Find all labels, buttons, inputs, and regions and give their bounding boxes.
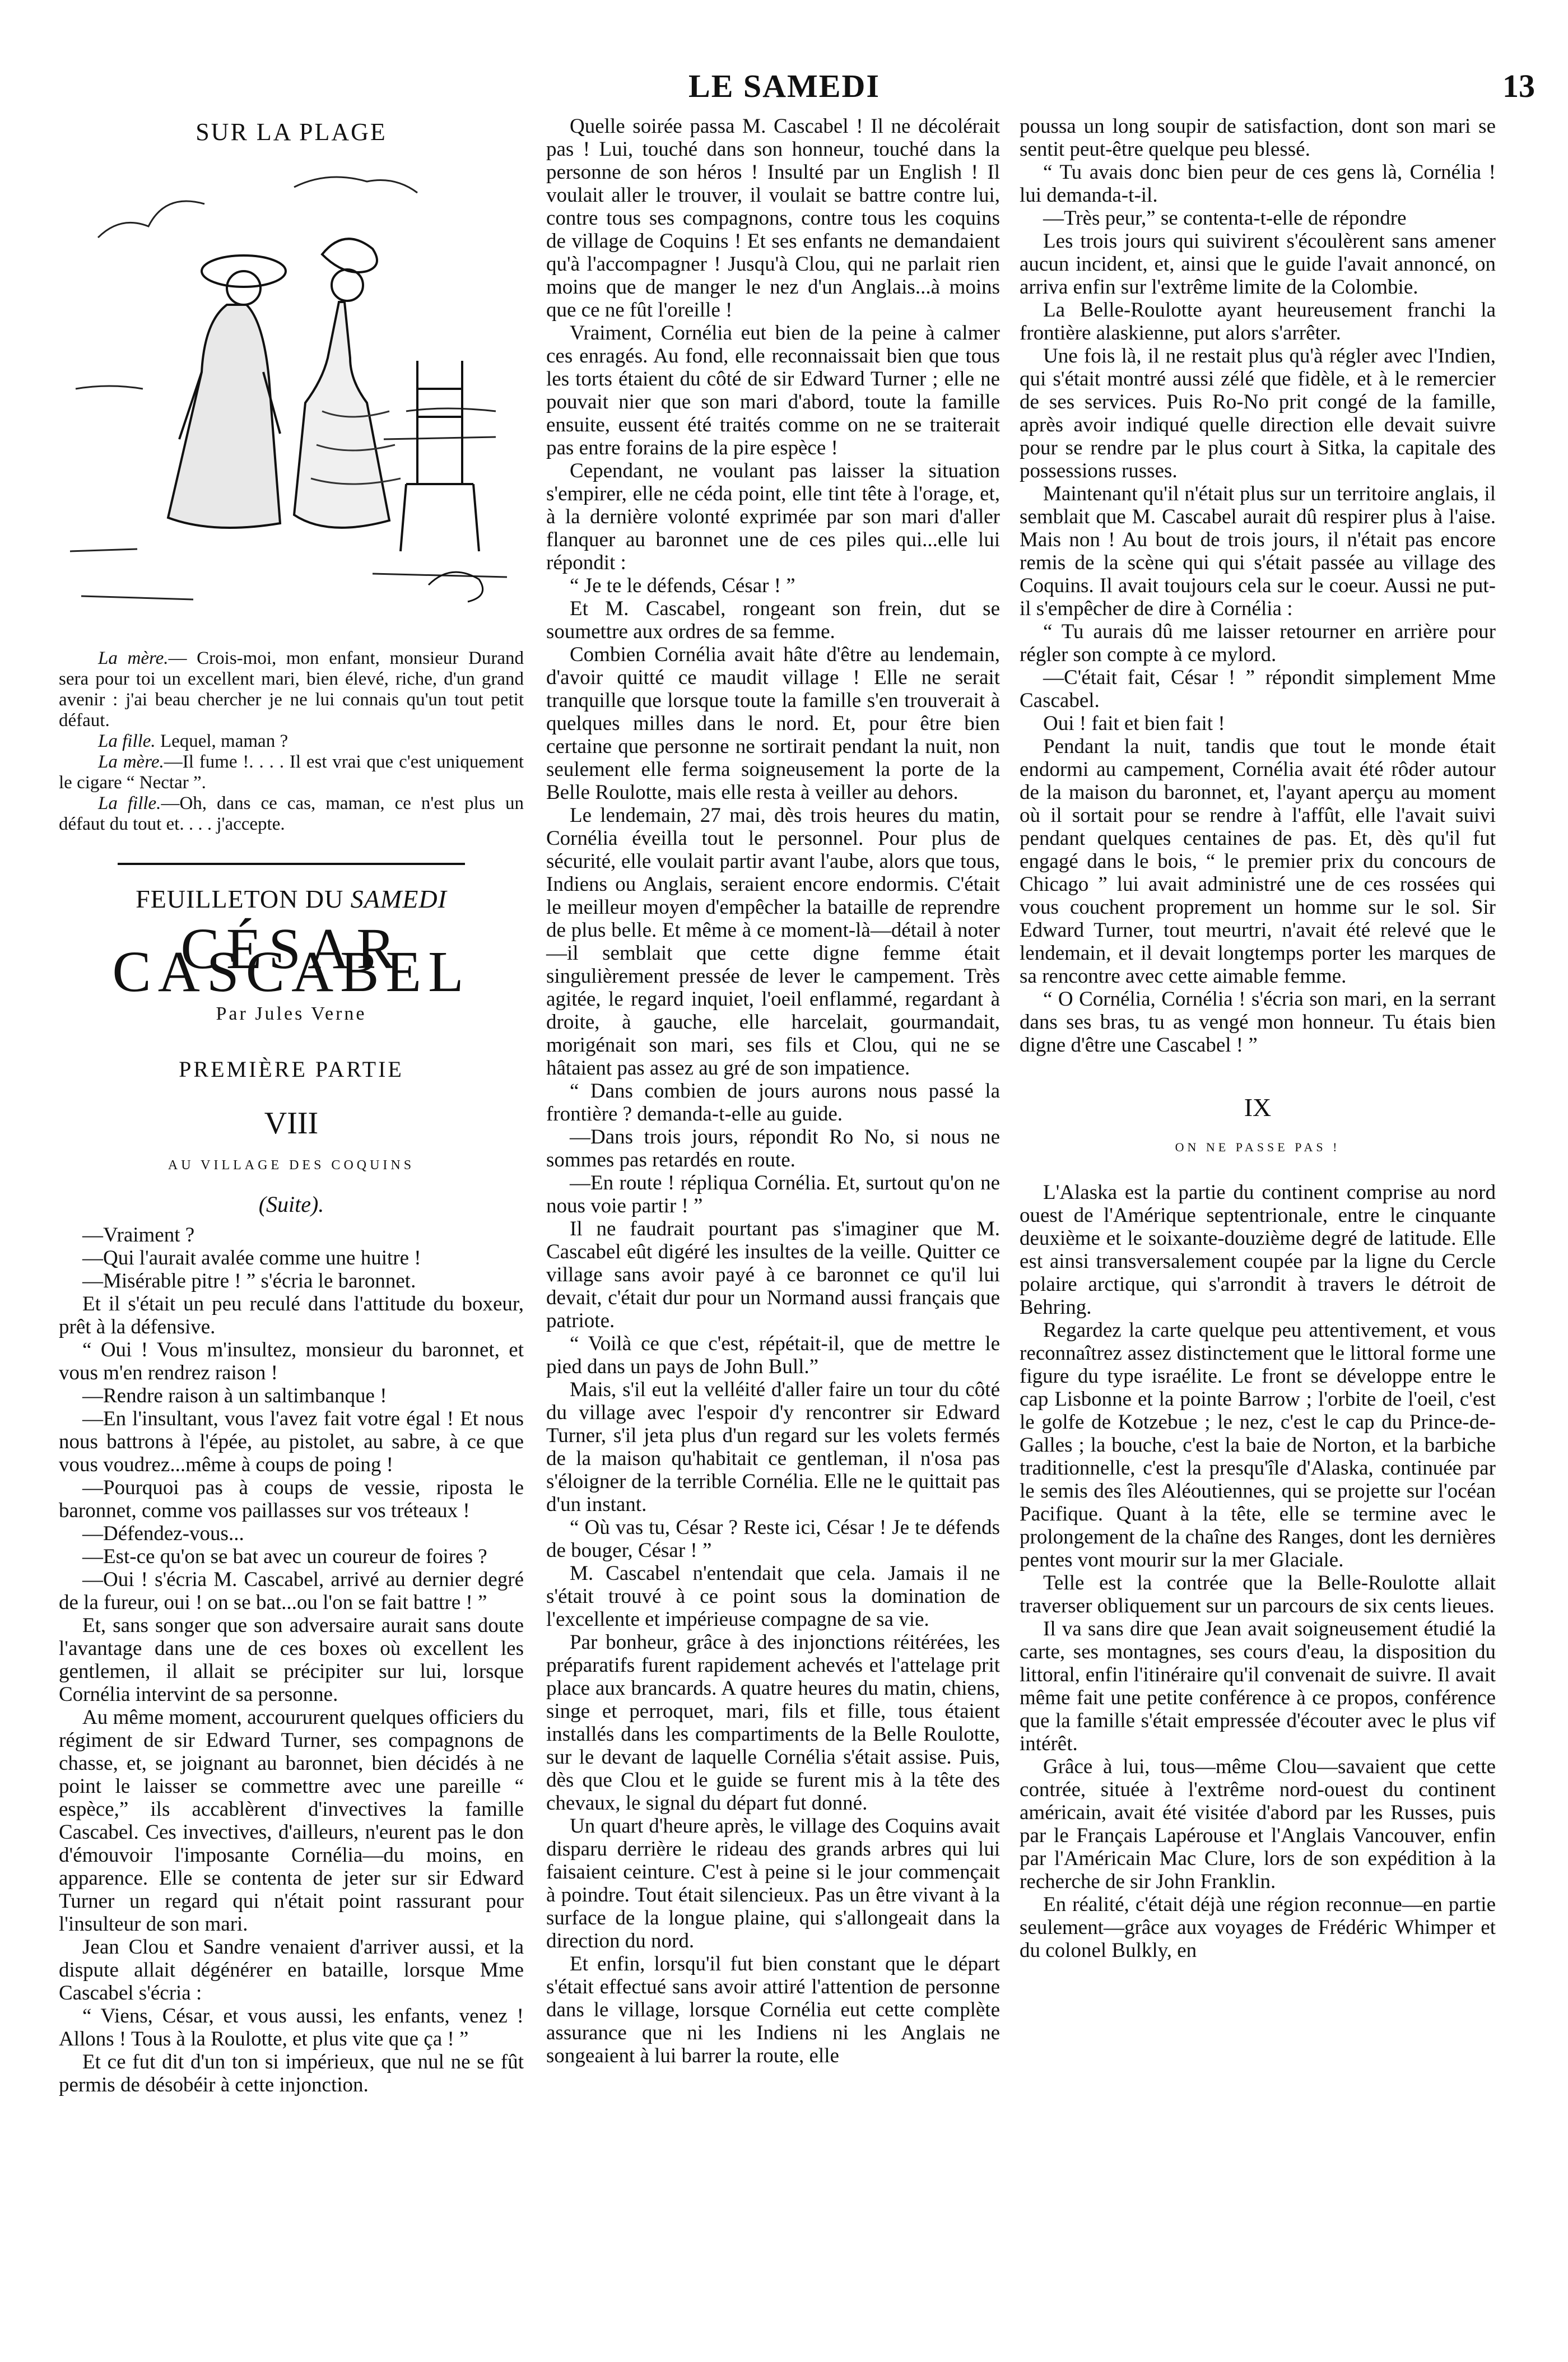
part-heading: PREMIÈRE PARTIE	[179, 1057, 404, 1082]
paragraph: Cependant, ne voulant pas laisser la situation s'empirer, elle ne céda point, elle tint tête à l'orage, et, à la dernière volonté exprimée par son mari d'aller flanquer au baronnet une de ces piles qui...elle lui répondit :	[546, 459, 1000, 574]
paragraph: Quelle soirée passa M. Cascabel ! Il ne décolérait pas ! Lui, touché dans son honneur, touché dans la personne de son héros ! Insulté par un English ! Il voulait aller le trouver, il voulait se battre contre lui, contre tous ses compagnons, contre tous les coquins de village de Coquins ! Et ses enfants ne demandaient qu'à l'accompagner ! Jusqu'à Clou, qui ne parlait rien moins que de manger le nez d'un Anglais...à moins que ce ne fût l'oreille !	[546, 115, 1000, 322]
divider	[118, 863, 465, 865]
article-text	[59, 1224, 524, 2096]
paragraph: Une fois là, il ne restait plus qu'à régler avec l'Indien, qui s'était montré aussi zélé que fidèle, et à le remercier de ses services. Puis Ro-No prit congé de la famille, après avoir indiqué quelle direction elle devait suivre pour se rendre par le plus court à Sitka, la capitale des possessions russes.	[1020, 345, 1496, 482]
chapter-number: IX	[1244, 1093, 1272, 1122]
paragraph: Regardez la carte quelque peu attentivement, et vous reconnaîtrez assez distinctement que le littoral forme une figure du type israélite. Le front se développe entre le cap Lisbonne et la pointe Barrow ; l'orbite de l'oeil, c'est le golfe de Kotzebue ; le nez, c'est le cap du Prince-de-Galles ; la bouche, c'est la baie de Norton, et la barbiche traditionnelle, c'est la presqu'île d'Alaska, continuée par le semis des îles Aléoutiennes, qui se projette sur l'océan Pacifique. Quant à la tête, elle se termine avec le prolongement de la chaîne des Ranges, dont les dernières pentes vont mourir sur la mer Glaciale.	[1020, 1319, 1496, 1571]
paragraph: —Pourquoi pas à coups de vessie, riposta le baronnet, comme vos paillasses sur vos tréteaux !	[59, 1476, 524, 1522]
caption-text: — Crois-moi, mon enfant, monsieur Durand sera pour toi un excellent mari, bien élevé, riche, d'un grand avenir : j'ai beau chercher je ne lui connais qu'un tout petit défaut.	[59, 648, 524, 731]
illustration-caption	[59, 648, 524, 835]
column-2	[546, 115, 1000, 2067]
paragraph: poussa un long soupir de satisfaction, dont son mari se sentit peut-être quelque peu blessé.	[1020, 115, 1496, 161]
paragraph: Et, sans songer que son adversaire aurait sans doute l'avantage dans une de ces boxes où excellent les gentlemen, il allait se précipiter sur lui, lorsque Cornélia intervint de sa personne.	[59, 1614, 524, 1706]
caption-line	[59, 793, 524, 835]
paragraph: —Vraiment ?	[82, 1224, 195, 1247]
paragraph: —Est-ce qu'on se bat avec un coureur de foires ?	[82, 1545, 487, 1568]
page-header	[34, 67, 1535, 106]
paragraph: —Rendre raison à un saltimbanque !	[82, 1384, 387, 1407]
paragraph: Telle est la contrée que la Belle-Roulotte allait traverser obliquement sur un parcours de six cents lieues.	[1020, 1571, 1496, 1617]
paragraph: Combien Cornélia avait hâte d'être au lendemain, d'avoir quitté ce maudit village ! Elle ne serait tranquille que lorsque toute la famille s'en trouverait à quelques milles dans le nord. Et, pour être bien certaine que personne ne sortirait pendant la nuit, non seulement elle ferma soigneusement la porte de la Belle Roulotte, mais elle resta à veiller au dehors.	[546, 643, 1000, 804]
paragraph: Pendant la nuit, tandis que tout le monde était endormi au campement, Cornélia avait été rôder autour de la maison du baronnet, et, l'ayant aperçu au moment où il sortait pour se rendre à l'affût, elle l'avait suivi pendant quelques centaines de pas. Et, dès qu'il fut engagé dans le bois, “ le premier prix du concours de Chicago ” lui avait administré une de ces rossées qui vous couchent proprement un homme sur le sol. Sir Edward Turner, tout meurtri, n'avait été relevé que le lendemain, et il devait longtemps porter les marques de sa rencontre avec cette aimable femme.	[1020, 735, 1496, 988]
paragraph: La Belle-Roulotte ayant heureusement franchi la frontière alaskienne, put alors s'arrêter.	[1020, 299, 1496, 345]
paragraph: —Misérable pitre ! ” s'écria le baronnet.	[82, 1270, 416, 1292]
paragraph: L'Alaska est la partie du continent comprise au nord ouest de l'Amérique septentrionale, entre le cinquante deuxième et le soixante-douzième degré de latitude. Elle est ainsi transversalement coupée par la ligne du Cercle polaire arctique, qui s'arrondit à travers le détroit de Behring.	[1020, 1181, 1496, 1319]
paragraph: —Qui l'aurait avalée comme une huitre !	[82, 1247, 421, 1270]
caption-text: —Il fume !. . . . Il est vrai que c'est uniquement le cigare “ Nectar ”.	[59, 752, 524, 793]
paragraph: Grâce à lui, tous—même Clou—savaient que cette contrée, située à l'extrême nord-ouest du continent américain, avait été visitée d'abord par les Russes, puis par le Français Lapérouse et l'Anglais Vancouver, enfin par l'Américain Mac Clure, lors de son expédition à la recherche de sir John Franklin.	[1020, 1755, 1496, 1893]
paragraph: Il ne faudrait pourtant pas s'imaginer que M. Cascabel eût digéré les insultes de la veille. Quitter ce village sans avoir payé à ce baronnet ce qu'il lui devait, c'était dur pour un Normand aussi français que patriote.	[546, 1217, 1000, 1332]
paragraph: —C'était fait, César ! ” répondit simplement Mme Cascabel.	[1020, 666, 1496, 712]
speaker: La mère.	[98, 648, 169, 668]
feuilleton-italic: SAMEDI	[350, 885, 447, 913]
paragraph: “ Où vas tu, César ? Reste ici, César ! Je te défends de bouger, César ! ”	[546, 1516, 1000, 1562]
paragraph: Au même moment, accoururent quelques officiers du régiment de sir Edward Turner, ses compagnons de chasse, et, se joignant au baronnet, bien décidés à ne point le laisser se commettre avec une pareille “ espèce,” ils accablèrent d'invectives la famille Cascabel. Ces invectives, d'ailleurs, n'eurent pas le don d'émouvoir l'imposante Cornélia—du moins, en apparence. Elle se contenta de jeter sur sir Edward Turner un regard qui n'était point rassurant pour l'insulteur de son mari.	[59, 1706, 524, 1936]
paragraph: “ Je te le défends, César ! ”	[570, 574, 795, 597]
paragraph: —Très peur,” se contenta-t-elle de répondre	[1043, 207, 1407, 230]
paragraph: Vraiment, Cornélia eut bien de la peine à calmer ces enragés. Au fond, elle reconnaissait bien que tous les torts étaient du côté de sir Edward Turner ; elle ne pouvait nier que son mari d'abord, toute la famille ensuite, eussent été traités comme on ne se traiterait pas entre forains de la pire espèce !	[546, 322, 1000, 459]
paragraph: Maintenant qu'il n'était plus sur un territoire anglais, il semblait que M. Cascabel aurait dû respirer plus à l'aise. Mais non ! Au bout de trois jours, il n'était pas encore remis de la scène qui qui s'était passée au village des Coquins. Il avait toujours cela sur le coeur. Aussi ne put-il s'empêcher de dire à Cornélia :	[1020, 482, 1496, 620]
suite-label: (Suite).	[258, 1192, 324, 1217]
paragraph: “ O Cornélia, Cornélia ! s'écria son mari, en la serrant dans ses bras, tu as vengé mon honneur. Tu étais bien digne d'être une Cascabel ! ”	[1020, 988, 1496, 1057]
paragraph: —Dans trois jours, répondit Ro No, si nous ne sommes pas retardés en route.	[546, 1126, 1000, 1171]
speaker: La fille.	[98, 731, 156, 751]
paragraph: En réalité, c'était déjà une région reconnue—en partie seulement—grâce aux voyages de Frédéric Whimper et du colonel Bulkly, en	[1020, 1893, 1496, 1962]
paragraph: Jean Clou et Sandre venaient d'arriver aussi, et la dispute allait dégénérer en bataille, lorsque Mme Cascabel s'écria :	[59, 1936, 524, 2005]
speaker: La fille.	[98, 793, 161, 813]
paragraph: Et il s'était un peu reculé dans l'attitude du boxeur, prêt à la défensive.	[59, 1292, 524, 1338]
novel-title: CÉSAR CASCABEL	[112, 917, 471, 1004]
paragraph: Et M. Cascabel, rongeant son frein, dut se soumettre aux ordres de sa femme.	[546, 597, 1000, 643]
paragraph: Par bonheur, grâce à des injonctions réitérées, les préparatifs furent rapidement achevés et l'attelage prit place aux brancards. A quatre heures du matin, chiens, singe et perroquet, mari, fils et fille, tous étaient installés dans les compartiments de la Belle Roulotte, sur le devant de laquelle Cornélia s'était assise. Puis, dès que Clou et le guide se furent mis à la tête des chevaux, le signal du départ fut donné.	[546, 1631, 1000, 1815]
feuilleton-prefix: FEUILLETON DU	[136, 885, 351, 913]
section-title: SUR LA PLAGE	[196, 118, 387, 146]
paragraph: —Défendez-vous...	[82, 1522, 244, 1545]
paragraph: M. Cascabel n'entendait que cela. Jamais il ne s'était trouvé à ce point sous la domination de l'excellente et impérieuse compagne de sa vie.	[546, 1562, 1000, 1631]
column-1	[59, 115, 524, 2096]
caption-text: Lequel, maman ?	[155, 731, 289, 751]
paragraph: “ Viens, César, et vous aussi, les enfants, venez ! Allons ! Tous à la Roulotte, et plus vite que ça ! ”	[59, 2005, 524, 2051]
speaker: La mère.	[98, 752, 164, 772]
paragraph: Et ce fut dit d'un ton si impérieux, que nul ne se fût permis de désobéir à cette injonction.	[59, 2051, 524, 2096]
paragraph: “ Oui ! Vous m'insultez, monsieur du baronnet, et vous m'en rendrez raison !	[59, 1338, 524, 1384]
paragraph: “ Tu aurais dû me laisser retourner en arrière pour régler son compte à ce mylord.	[1020, 620, 1496, 666]
paragraph: Il va sans dire que Jean avait soigneusement étudié la carte, ses montagnes, ses cours d'eau, la disposition du littoral, enfin l'itinéraire qu'il convenait de suivre. Il avait même fait une petite conférence à ce propos, conférence que la famille s'était empressée d'écouter avec le plus vif intérêt.	[1020, 1617, 1496, 1755]
caption-text: —Oh, dans ce cas, maman, ce n'est plus un défaut du tout et. . . . j'accepte.	[59, 793, 524, 834]
chapter-title: ON NE PASSE PAS !	[1175, 1140, 1341, 1154]
paragraph: Un quart d'heure après, le village des Coquins avait disparu derrière le rideau des grands arbres qui lui faisaient ceinture. C'est à peine si le jour commençait à poindre. Tout était silencieux. Pas un être vivant à la surface de la longue plaine, qui s'allongeait dans la direction du nord.	[546, 1815, 1000, 1952]
feuilleton-heading	[59, 885, 524, 913]
caption-line	[59, 648, 524, 731]
paragraph: —Oui ! s'écria M. Cascabel, arrivé au dernier degré de la fureur, oui ! on se bat...ou l'on se fait battre ! ”	[59, 1568, 524, 1614]
paragraph: “ Dans combien de jours aurons nous passé la frontière ? demanda-t-elle au guide.	[546, 1080, 1000, 1126]
chapter-number: VIII	[264, 1106, 319, 1141]
page-number: 13	[1502, 68, 1535, 104]
paragraph: Et enfin, lorsqu'il fut bien constant que le départ s'était effectué sans avoir attiré l'attention de personne dans le village, lorsque Cornélia eut cette complète assurance que ni les Indiens ni les Anglais ne songeaient à lui barrer la route, elle	[546, 1952, 1000, 2067]
paragraph: Oui ! fait et bien fait !	[1043, 712, 1225, 735]
author-line: Par Jules Verne	[216, 1003, 367, 1024]
caption-line	[59, 731, 524, 752]
paragraph: —En l'insultant, vous l'avez fait votre égal ! Et nous nous battrons à l'épée, au pistolet, au sabre, à ce que vous voudrez...même à coups de poing !	[59, 1407, 524, 1476]
beach-illustration	[59, 148, 524, 635]
caption-line	[59, 752, 524, 793]
masthead-title: LE SAMEDI	[688, 68, 880, 104]
paragraph: Mais, s'il eut la velléité d'aller faire un tour du côté du village avec l'espoir d'y rencontrer sir Edward Turner, s'il jeta plus d'un regard sur les volets fermés de la maison qu'habitait ce gentleman, il n'osa pas s'éloigner de la terrible Cornélia. Elle ne le quittait pas d'un instant.	[546, 1378, 1000, 1516]
paragraph: Le lendemain, 27 mai, dès trois heures du matin, Cornélia éveilla tout le personnel. Pour plus de sécurité, elle voulait partir avant l'aube, alors que tous, Indiens ou Anglais, seraient encore endormis. C'était le meilleur moyen d'empêcher la bataille de reprendre de plus belle. Et même à ce moment-là—détail à noter—il semblait que cette digne femme était singulièrement pressée de lever le campement. Très agitée, le regard inquiet, l'oeil enflammé, regardant à droite, à gauche, elle harcelait, gourmandait, morigénait son mari, ses fils et Clou, qui ne se hâtaient pas assez au gré de son impatience.	[546, 804, 1000, 1080]
paragraph: Les trois jours qui suivirent s'écoulèrent sans amener aucun incident, et, ainsi que le guide l'avait annoncé, on arriva enfin sur l'extrême limite de la Colombie.	[1020, 230, 1496, 299]
paragraph: “ Voilà ce que c'est, répétait-il, que de mettre le pied dans un pays de John Bull.”	[546, 1332, 1000, 1378]
paragraph: —En route ! répliqua Cornélia. Et, surtout qu'on ne nous voie partir ! ”	[546, 1171, 1000, 1217]
chapter-title: AU VILLAGE DES COQUINS	[167, 1158, 415, 1173]
paragraph: “ Tu avais donc bien peur de ces gens là, Cornélia ! lui demanda-t-il.	[1020, 161, 1496, 207]
column-3	[1020, 115, 1496, 1962]
